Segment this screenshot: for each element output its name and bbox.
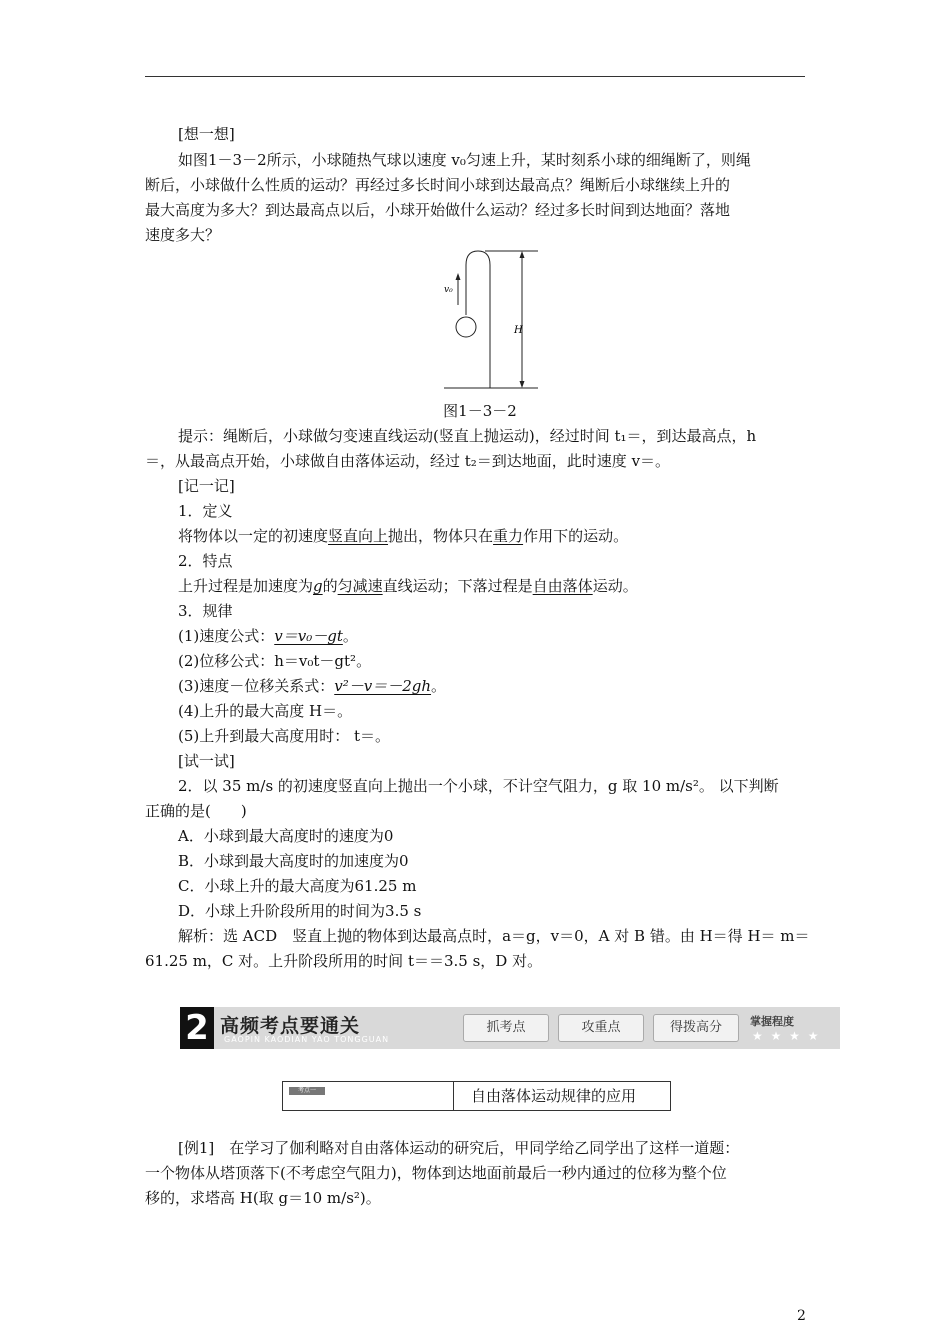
question-line: 正确的是( ) bbox=[145, 802, 247, 820]
option-b: B．小球到最大高度时的加速度为0 bbox=[178, 852, 409, 870]
law-title: 3．规律 bbox=[178, 602, 233, 620]
example-line: 移的，求塔高 H(取 g＝10 m/s²)。 bbox=[145, 1189, 381, 1207]
example-line: 一个物体从塔顶落下(不考虑空气阻力)，物体到达地面前最后一秒内通过的位移为整个位 bbox=[145, 1164, 727, 1182]
analysis-line: 61.25 m，C 对。上升阶段所用的时间 t＝＝3.5 s，D 对。 bbox=[145, 952, 543, 970]
section-banner bbox=[180, 1007, 840, 1049]
page-number: 2 bbox=[797, 1308, 806, 1324]
v0-label: v₀ bbox=[444, 285, 453, 295]
header-rule bbox=[145, 76, 805, 77]
option-c: C．小球上升的最大高度为61.25 m bbox=[178, 877, 417, 895]
think-line: 最大高度为多大？到达最高点以后，小球开始做什么运动？经过多长时间到达地面？落地 bbox=[145, 201, 731, 219]
topic-title: 自由落体运动规律的应用 bbox=[471, 1087, 637, 1105]
grasp-points-button[interactable]: 抓考点 bbox=[463, 1014, 549, 1042]
law-velocity: (1)速度公式：v＝v₀－gt。 bbox=[178, 627, 358, 645]
think-line: 如图1－3－2所示，小球随热气球以速度 v₀匀速上升，某时刻系小球的细绳断了，则绳 bbox=[178, 151, 751, 169]
mastery-label: 掌握程度 bbox=[750, 1015, 794, 1028]
remember-heading: [记一记] bbox=[178, 477, 235, 495]
section-title: 高频考点要通关 bbox=[220, 1015, 361, 1037]
topic-box bbox=[282, 1081, 671, 1111]
topic-tag: 考点一 bbox=[289, 1087, 325, 1095]
option-d: D．小球上升阶段所用的时间为3.5 s bbox=[178, 902, 422, 920]
hint-line: 提示：绳断后，小球做匀变速直线运动(竖直上抛运动)，经过时间 t₁＝，到达最高点，h bbox=[178, 427, 757, 445]
law-velocity-displacement: (3)速度－位移关系式：v²－v＝－2gh。 bbox=[178, 677, 447, 695]
analysis-line: 解析：选 ACD 竖直上抛的物体到达最高点时，a＝g，v＝0，A 对 B 错。由 H＝得 H＝ m＝ bbox=[178, 927, 810, 945]
high-score-button[interactable]: 得拨高分 bbox=[653, 1014, 739, 1042]
key-points-button[interactable]: 攻重点 bbox=[558, 1014, 644, 1042]
definition-text: 将物体以一定的初速度竖直向上抛出，物体只在重力作用下的运动。 bbox=[178, 527, 629, 545]
feature-title: 2．特点 bbox=[178, 552, 233, 570]
h-label: H bbox=[514, 325, 523, 336]
law-displacement: (2)位移公式：h＝v₀t－gt²。 bbox=[178, 652, 372, 670]
hint-line: ＝，从最高点开始，小球做自由落体运动，经过 t₂＝到达地面，此时速度 v＝。 bbox=[145, 452, 671, 470]
law-max-height: (4)上升的最大高度 H＝。 bbox=[178, 702, 353, 720]
example-line: [例1] 在学习了伽利略对自由落体运动的研究后，甲同学给乙同学出了这样一道题： bbox=[178, 1139, 740, 1157]
definition-title: 1．定义 bbox=[178, 502, 233, 520]
think-line: 断后，小球做什么性质的运动？再经过多长时间小球到达最高点？绳断后小球继续上升的 bbox=[145, 176, 731, 194]
option-a: A．小球到最大高度时的速度为0 bbox=[178, 827, 394, 845]
law-time: (5)上升到最大高度用时： t＝。 bbox=[178, 727, 391, 745]
feature-text: 上升过程是加速度为g的匀减速直线运动；下落过程是自由落体运动。 bbox=[178, 577, 638, 595]
star-rating: ★ ★ ★ ★ bbox=[752, 1029, 821, 1043]
think-line: 速度多大？ bbox=[145, 226, 221, 244]
balloon-figure bbox=[440, 245, 550, 395]
think-heading: [想一想] bbox=[178, 125, 235, 143]
try-heading: [试一试] bbox=[178, 752, 235, 770]
section-subtitle: GAOPIN KAODIAN YAO TONGGUAN bbox=[224, 1035, 390, 1044]
section-number: 2 bbox=[180, 1007, 214, 1049]
figure-caption: 图1－3－2 bbox=[443, 402, 517, 420]
question-line: 2．以 35 m/s 的初速度竖直向上抛出一个小球，不计空气阻力，g 取 10 m/s²。 以下判断 bbox=[178, 777, 779, 795]
